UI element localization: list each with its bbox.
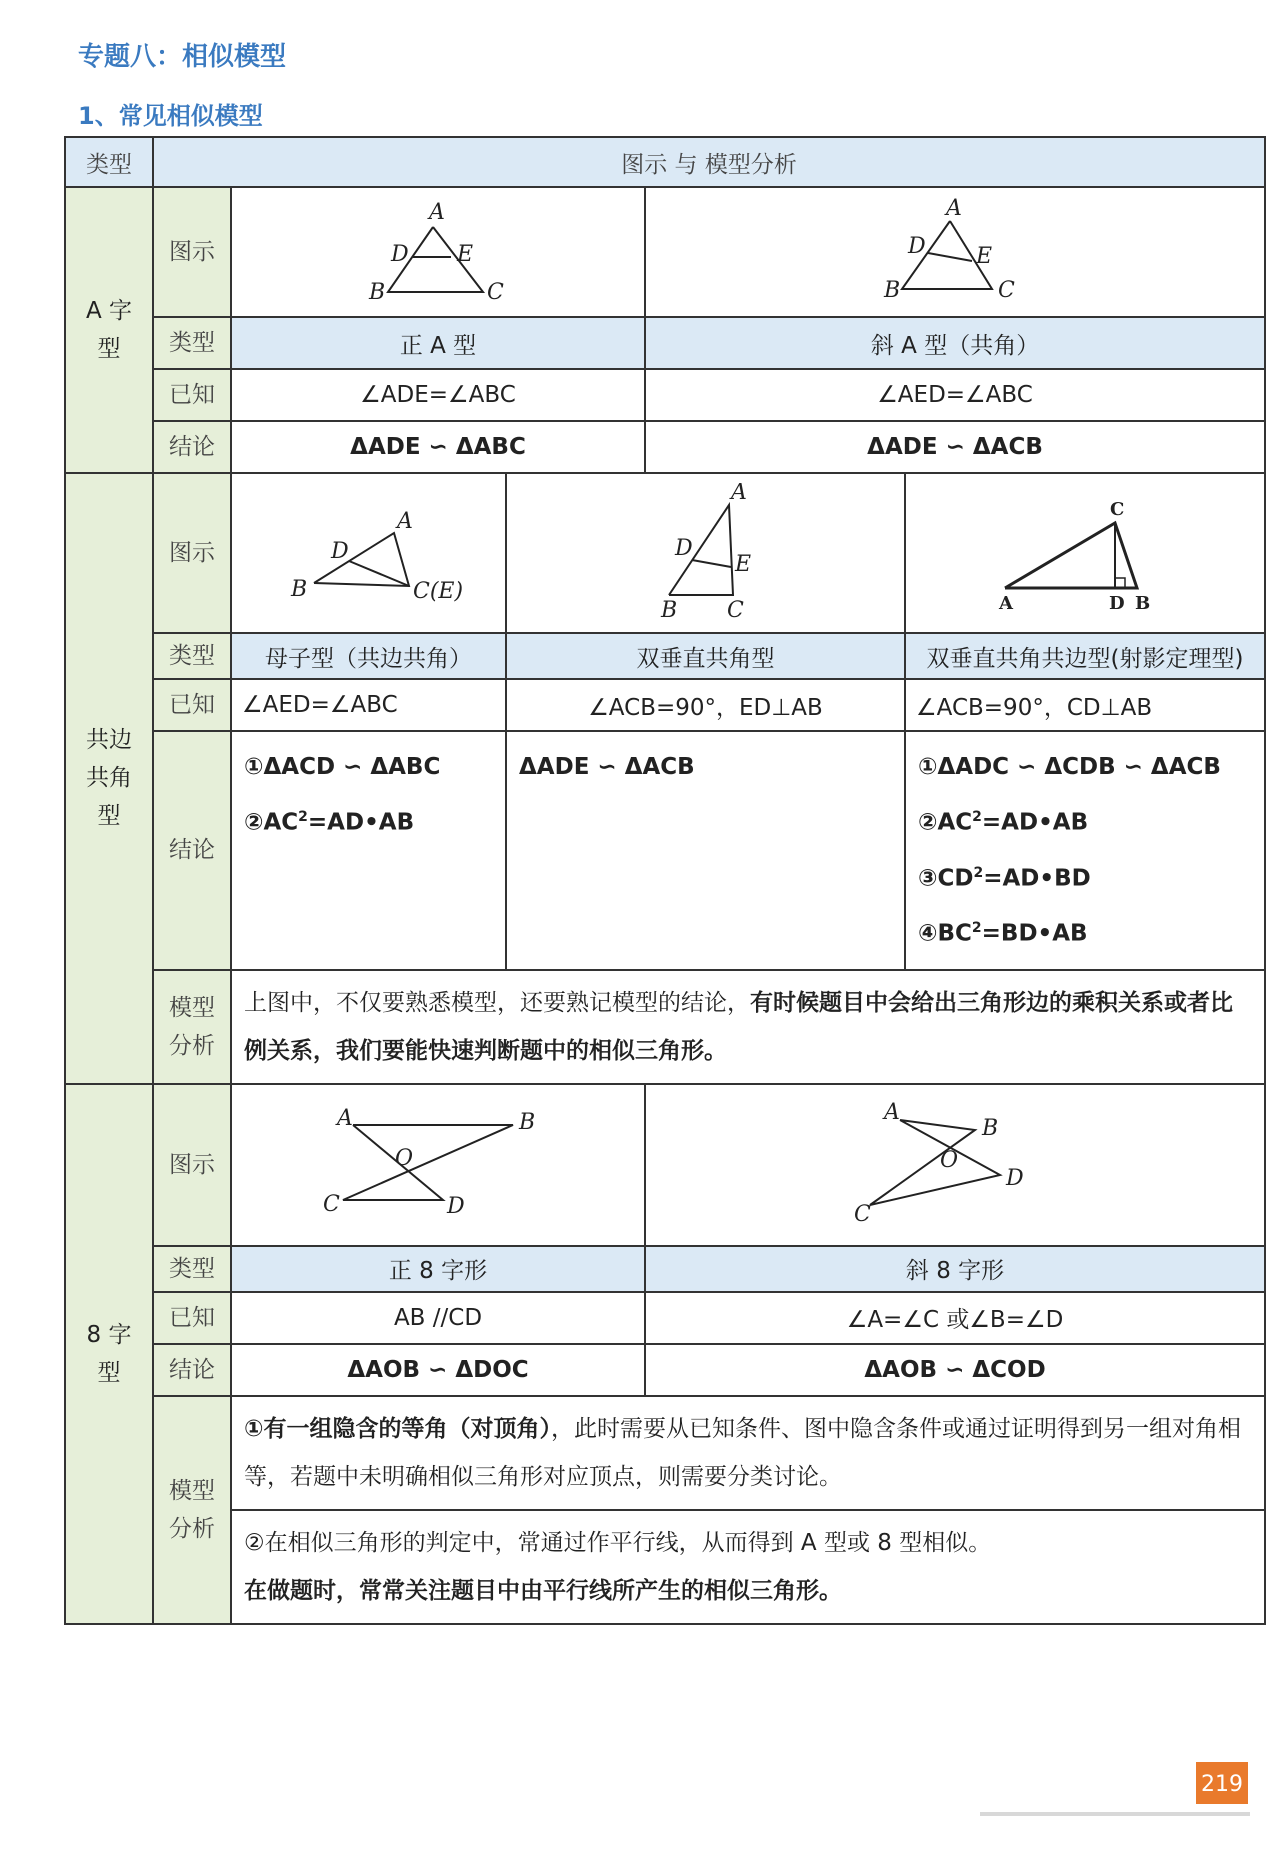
section-subtitle: 1、常见相似模型 [78, 102, 263, 130]
svg-text:B: B [884, 278, 901, 303]
type-eight-upright: 正 8 字形 [231, 1246, 645, 1292]
svg-text:C: C [487, 280, 504, 305]
type-a-oblique: 斜 A 型（共角） [645, 317, 1265, 369]
figure-eight-oblique [645, 1084, 1265, 1246]
page-footer-line [980, 1812, 1250, 1816]
svg-text:C: C [854, 1201, 871, 1227]
row-label-analysis: 模型 分析 [153, 970, 231, 1084]
known-projection: ∠ACB=90°，CD⊥AB [905, 679, 1265, 731]
svg-text:B: B [519, 1109, 536, 1135]
svg-text:B: B [290, 577, 307, 602]
mother-child-diagram [269, 498, 469, 608]
row-label-conclusion: 结论 [153, 1344, 231, 1396]
svg-text:B: B [660, 598, 677, 623]
triangle-a-oblique-diagram [880, 197, 1030, 307]
known-eight-oblique: ∠A=∠C 或∠B=∠D [645, 1292, 1265, 1344]
row-label-figure: 图示 [153, 1084, 231, 1246]
figure-eight-upright [231, 1084, 645, 1246]
category-shared: 共边 共角 型 [65, 473, 153, 1084]
svg-text:D: D [1006, 1165, 1024, 1191]
svg-text:C: C [1110, 499, 1125, 520]
svg-text:D: D [674, 536, 693, 561]
figure-a-oblique [645, 187, 1265, 317]
conclusion-double-perpendicular: ΔADE ∽ ΔACB [506, 731, 905, 970]
similarity-models-table [64, 136, 1266, 1625]
svg-text:A: A [730, 483, 747, 505]
row-label-type: 类型 [153, 1246, 231, 1292]
conclusion-mother-child: ①ΔACD ∽ ΔABC $②AC^2=AD•AB$ [231, 731, 506, 970]
analysis-eight-shape [231, 1396, 1265, 1624]
svg-text:O: O [395, 1145, 414, 1171]
conclusion-eight-upright: ΔAOB ∽ ΔDOC [231, 1344, 645, 1396]
type-double-perpendicular: 双垂直共角型 [506, 633, 905, 679]
type-mother-child: 母子型（共边共角） [231, 633, 506, 679]
page-number: 219 [1196, 1762, 1248, 1804]
known-mother-child: ∠AED=∠ABC [231, 679, 506, 731]
analysis-eight-point-1: ①有一组隐含的等角（对顶角），此时需要从已知条件、图中隐含条件或通过证明得到另一组对角相等，若题中未明确相似三角形对应顶点，则需要分类讨论。 [232, 1397, 1264, 1511]
triangle-a-upright-diagram [363, 197, 513, 307]
conclusion-projection: ①ΔADC ∽ ΔCDB ∽ ΔACB $②AC^2=AD•AB$ $③CD^2=AD•BD$ $④BC^2=BD•AB$ [905, 731, 1265, 970]
page-title: 专题八：相似模型 [78, 42, 287, 72]
svg-text:D: D [908, 234, 926, 259]
row-label-conclusion: 结论 [153, 421, 231, 473]
type-projection: 双垂直共角共边型(射影定理型) [905, 633, 1265, 679]
figure-a-upright [231, 187, 645, 317]
analysis-eight-point-2: ②在相似三角形的判定中，常通过作平行线，从而得到 A 型或 8 型相似。 在做题时，常常关注题目中由平行线所产生的相似三角形。 [244, 1529, 992, 1604]
figure-double-perpendicular [506, 473, 905, 633]
svg-text:A: A [999, 593, 1013, 613]
svg-text:B: B [369, 280, 386, 305]
svg-text:D: D [391, 242, 409, 267]
row-label-figure: 图示 [153, 473, 231, 633]
row-label-conclusion: 结论 [153, 731, 231, 970]
row-label-type: 类型 [153, 633, 231, 679]
conclusion-a-upright: ΔADE ∽ ΔABC [231, 421, 645, 473]
svg-text:A: A [429, 200, 445, 225]
category-eight-shape: 8 字 型 [65, 1084, 153, 1624]
svg-text:C: C [323, 1191, 340, 1217]
svg-text:B: B [982, 1115, 999, 1141]
known-eight-upright: AB //CD [231, 1292, 645, 1344]
eight-upright-diagram [303, 1095, 573, 1235]
row-label-analysis: 模型 分析 [153, 1396, 231, 1624]
conclusion-eight-oblique: ΔAOB ∽ ΔCOD [645, 1344, 1265, 1396]
known-double-perpendicular: ∠ACB=90°，ED⊥AB [506, 679, 905, 731]
projection-theorem-diagram [975, 493, 1195, 613]
figure-mother-child [231, 473, 506, 633]
row-label-figure: 图示 [153, 187, 231, 317]
conclusion-a-oblique: ΔADE ∽ ΔACB [645, 421, 1265, 473]
svg-text:D: D [447, 1193, 465, 1219]
svg-text:A: A [396, 509, 413, 534]
svg-text:B: B [1135, 593, 1151, 613]
svg-text:C: C [998, 278, 1015, 303]
analysis-shared: 上图中，不仅要熟悉模型，还要熟记模型的结论，有时候题目中会给出三角形边的乘积关系或者比例关系，我们要能快速判断题中的相似三角形。 [231, 970, 1265, 1084]
svg-text:C: C [726, 598, 744, 623]
figure-projection [905, 473, 1265, 633]
svg-text:D: D [1109, 593, 1125, 613]
category-a-shape: A 字 型 [65, 187, 153, 473]
known-a-upright: ∠ADE=∠ABC [231, 369, 645, 421]
svg-text:A: A [337, 1105, 353, 1131]
known-a-oblique: ∠AED=∠ABC [645, 369, 1265, 421]
type-a-upright: 正 A 型 [231, 317, 645, 369]
svg-text:E: E [457, 242, 474, 267]
svg-text:D: D [330, 539, 349, 564]
header-type: 类型 [65, 137, 153, 187]
row-label-type: 类型 [153, 317, 231, 369]
row-label-known: 已知 [153, 369, 231, 421]
type-eight-oblique: 斜 8 字形 [645, 1246, 1265, 1292]
row-label-known: 已知 [153, 1292, 231, 1344]
header-analysis: 图示 与 模型分析 [153, 137, 1265, 187]
svg-text:A: A [884, 1099, 900, 1125]
eight-oblique-diagram [840, 1095, 1070, 1235]
double-perpendicular-diagram [631, 483, 781, 623]
row-label-known: 已知 [153, 679, 231, 731]
svg-text:A: A [946, 197, 962, 221]
svg-text:E: E [734, 552, 751, 577]
svg-text:O: O [940, 1147, 959, 1173]
svg-text:C(E): C(E) [412, 579, 463, 604]
svg-text:E: E [976, 244, 993, 269]
